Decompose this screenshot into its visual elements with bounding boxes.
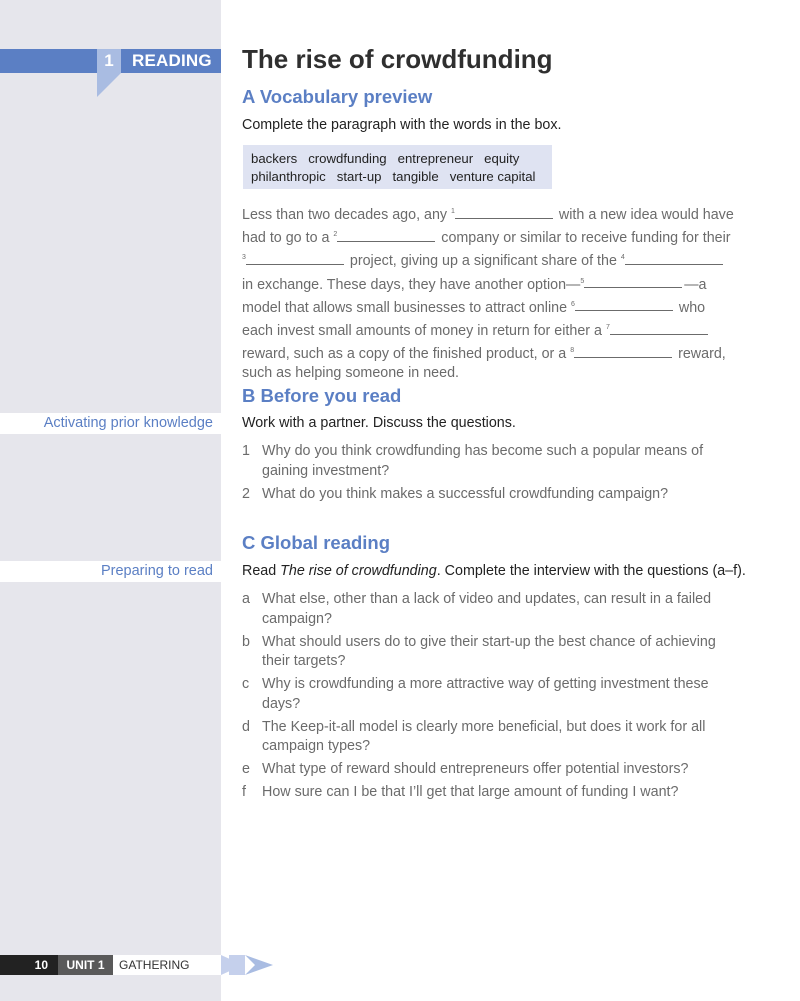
section-c-question-list xyxy=(242,590,742,806)
page-title: The rise of crowdfunding xyxy=(242,44,553,74)
question-letter: e xyxy=(242,761,250,777)
unit-label: UNIT 1 xyxy=(58,955,113,975)
list-item xyxy=(242,442,742,481)
question-text: What else, other than a lack of video and updates, can result in a failed campaign? xyxy=(262,591,712,627)
word-box-row-2 xyxy=(251,168,552,186)
answer-blank-3[interactable] xyxy=(246,252,344,265)
question-text: How sure can I be that I’ll get that large amount of funding I want? xyxy=(262,784,679,800)
footer-arrow-band xyxy=(229,955,245,975)
section-a-instruction: Complete the paragraph with the words in the box. xyxy=(242,117,562,133)
strategy-label-preparing: Preparing to read xyxy=(0,561,221,582)
gap-number: 8 xyxy=(570,347,575,355)
gap-fill-paragraph xyxy=(242,202,737,384)
paragraph-text: reward, such as helping someone in need. xyxy=(242,345,726,382)
gap-number: 3 xyxy=(242,254,246,262)
word-item: tangible xyxy=(392,169,439,184)
paragraph-text: project, giving up a significant share of the xyxy=(345,253,621,270)
strategy-label-activating: Activating prior knowledge xyxy=(0,413,221,434)
list-item xyxy=(242,760,742,780)
question-letter: b xyxy=(242,633,250,650)
section-c-heading: C Global reading xyxy=(242,532,391,553)
answer-blank-6[interactable] xyxy=(575,298,673,311)
list-item xyxy=(242,590,742,629)
section-b-heading: B Before you read xyxy=(242,385,402,406)
question-letter: d xyxy=(242,718,250,735)
instruction-text: . Complete the interview with the questions (a–f). xyxy=(436,563,746,579)
question-letter: a xyxy=(242,591,250,607)
word-item: philanthropic xyxy=(251,169,326,184)
list-item xyxy=(242,485,742,505)
tab-fold-decoration xyxy=(97,73,121,97)
instruction-title: The rise of crowdfunding xyxy=(280,563,437,579)
question-letter: c xyxy=(242,676,250,692)
paragraph-text: with a new idea would have had to go to a xyxy=(242,206,734,246)
section-b-instruction: Work with a partner. Discuss the questions. xyxy=(242,415,516,431)
list-item xyxy=(242,675,742,714)
question-letter: f xyxy=(242,784,246,800)
paragraph-text: company or similar to receive funding for their xyxy=(437,229,731,246)
section-c-instruction xyxy=(242,563,746,579)
question-text: What should users do to give their start-up the best chance of achieving their targets? xyxy=(262,633,716,669)
gap-number: 5 xyxy=(580,277,585,285)
answer-blank-5[interactable] xyxy=(584,275,682,288)
word-item: crowdfunding xyxy=(308,151,387,166)
gap-number: 6 xyxy=(571,300,575,308)
list-item xyxy=(242,718,742,757)
paragraph-text: in exchange. These days, they have another option— xyxy=(242,276,581,293)
question-text: What do you think makes a successful crowdfunding campaign? xyxy=(262,485,669,502)
page-number: 10 xyxy=(0,955,58,975)
list-item xyxy=(242,783,742,803)
sidebar xyxy=(0,0,221,1001)
word-box xyxy=(243,145,552,189)
word-item: equity xyxy=(484,151,520,166)
gap-number: 7 xyxy=(605,323,610,331)
gap-number: 2 xyxy=(333,231,338,239)
question-number: 1 xyxy=(242,443,250,459)
question-number: 2 xyxy=(242,485,250,502)
answer-blank-7[interactable] xyxy=(610,322,708,335)
section-b-question-list xyxy=(242,442,742,508)
chevron-notch-decoration xyxy=(245,955,255,975)
list-item xyxy=(242,633,742,672)
word-item: venture capital xyxy=(449,169,536,184)
question-text: What type of reward should entrepreneurs offer potential investors? xyxy=(262,761,689,777)
question-text: Why do you think crowdfunding has become such a popular means of gaining investment? xyxy=(262,443,704,479)
word-item: backers xyxy=(251,151,298,166)
question-text: The Keep-it-all model is clearly more beneficial, but does it work for all campaign types? xyxy=(262,718,706,754)
paragraph-text: —a model that allows small businesses to attract online xyxy=(242,276,707,316)
gap-number: 1 xyxy=(451,208,455,215)
answer-blank-1[interactable] xyxy=(455,206,553,219)
paragraph-text: who each invest small amounts of money in return for either a xyxy=(242,299,706,339)
word-item: start-up xyxy=(336,169,382,184)
answer-blank-4[interactable] xyxy=(625,252,723,265)
section-a-heading: A Vocabulary preview xyxy=(242,86,433,107)
unit-number-badge: 1 xyxy=(97,49,121,73)
unit-name: GATHERING xyxy=(113,955,221,975)
paragraph-text: reward, such as a copy of the finished product, or a xyxy=(242,345,571,362)
answer-blank-2[interactable] xyxy=(337,229,435,242)
gap-number: 4 xyxy=(620,254,625,262)
section-label: READING xyxy=(132,51,212,70)
question-text: Why is crowdfunding a more attractive way of getting investment these days? xyxy=(262,676,709,712)
answer-blank-8[interactable] xyxy=(574,345,672,358)
instruction-text: Read xyxy=(242,563,281,579)
word-box-row-1 xyxy=(251,150,552,168)
word-item: entrepreneur xyxy=(397,151,474,166)
paragraph-text: Less than two decades ago, any xyxy=(242,206,452,223)
